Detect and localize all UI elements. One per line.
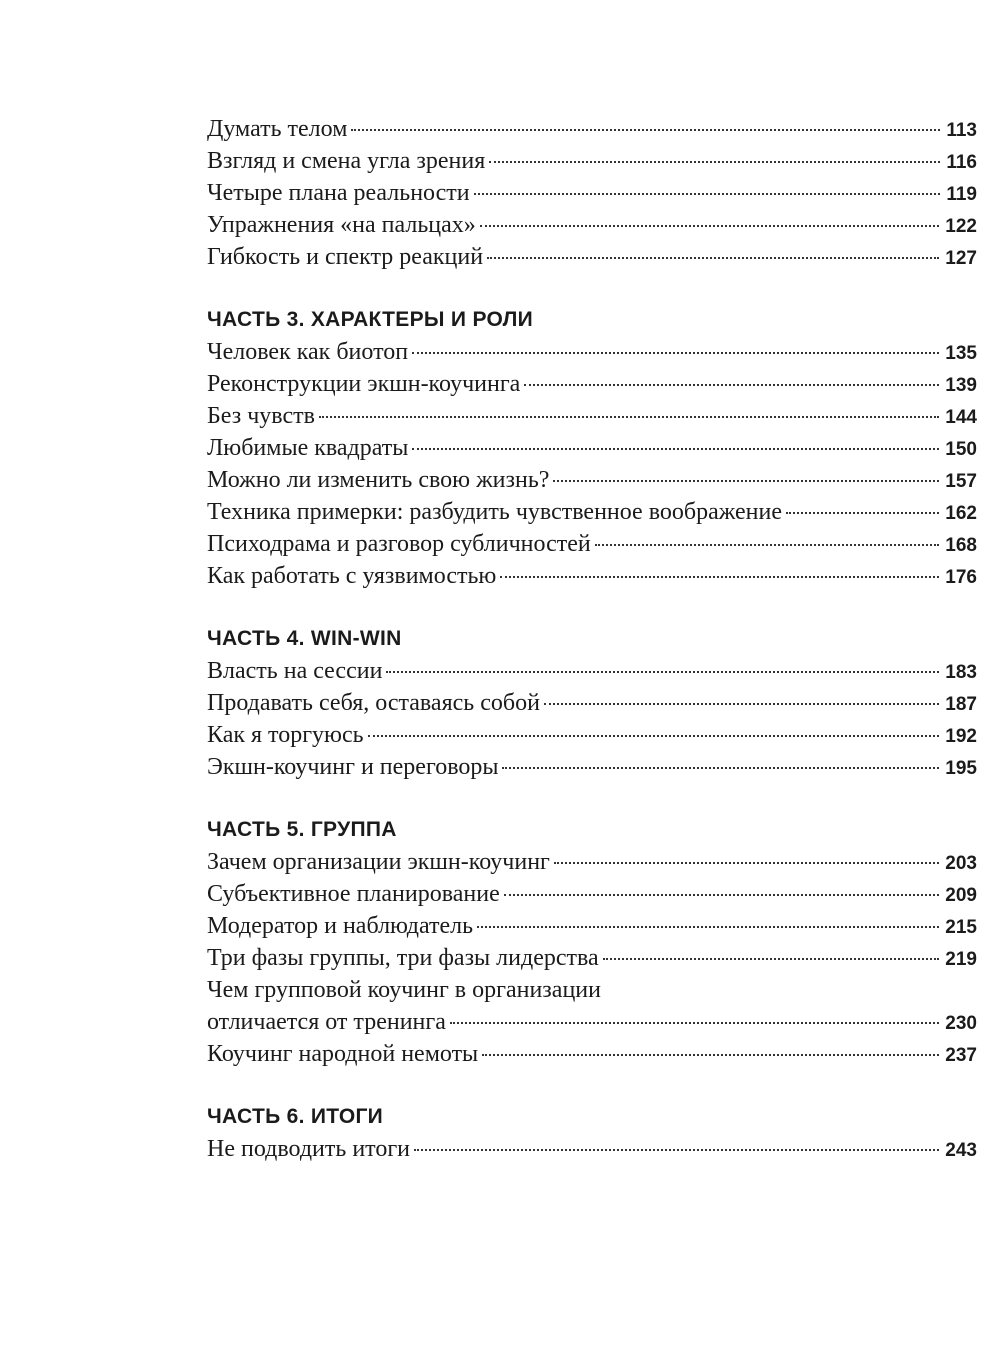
toc-entry (207, 432, 977, 464)
dot-leader (480, 225, 939, 227)
toc-entry-page: 176 (945, 567, 977, 588)
toc-entry-title: Думать телом (207, 116, 348, 142)
toc-entry (207, 177, 977, 209)
toc-entry-title: Коучинг народной немоты (207, 1041, 479, 1067)
toc-entry-page: 113 (946, 120, 977, 141)
toc-entry-title: Три фазы группы, три фазы лидерства (207, 945, 599, 971)
toc-entry-title: Человек как биотоп (207, 339, 409, 365)
dot-leader (414, 1149, 939, 1151)
toc-entry-page: 187 (945, 694, 977, 715)
toc-entry (207, 113, 977, 145)
toc-entry (207, 719, 977, 751)
toc-entry-title: Экшн-коучинг и переговоры (207, 754, 499, 780)
toc-entry-title: Субъективное планирование (207, 881, 500, 907)
dot-leader (368, 735, 940, 737)
toc-entry-title: Взгляд и смена угла зрения (207, 148, 486, 174)
toc-entry-title: Реконструкции экшн-коучинга (207, 371, 521, 397)
dot-leader (412, 448, 939, 450)
toc-entry-page: 150 (945, 439, 977, 460)
toc-entry-page: 135 (945, 343, 977, 364)
toc-entry-page: 237 (945, 1045, 977, 1066)
toc-entry (207, 368, 977, 400)
toc-part-section (207, 1101, 977, 1165)
toc-entry-title: Упражнения «на пальцах» (207, 212, 476, 238)
dot-leader (412, 352, 939, 354)
toc-entry-title: Гибкость и спектр реакций (207, 244, 484, 270)
dot-leader (524, 384, 939, 386)
toc-entry-title: Четыре плана реальности (207, 180, 470, 206)
dot-leader (489, 161, 940, 163)
toc-entry-page: 139 (945, 375, 977, 396)
part-heading: ЧАСТЬ 3. ХАРАКТЕРЫ И РОЛИ (207, 308, 534, 331)
toc-entry-page: 157 (945, 471, 977, 492)
dot-leader (504, 894, 940, 896)
part-heading: ЧАСТЬ 5. ГРУППА (207, 818, 397, 841)
toc-entry (207, 209, 977, 241)
toc-entry-title: Как работать с уязвимостью (207, 563, 497, 589)
toc-entry-title: Продавать себя, оставаясь собой (207, 690, 540, 716)
dot-leader (386, 671, 939, 673)
toc-entry-title: Как я торгуюсь (207, 722, 364, 748)
toc-entry-page: 230 (945, 1013, 977, 1034)
dot-leader (786, 512, 939, 514)
toc-entry-title: Модератор и наблюдатель (207, 913, 474, 939)
dot-leader (553, 480, 939, 482)
toc-entry (207, 528, 977, 560)
dot-leader (482, 1054, 939, 1056)
part-heading: ЧАСТЬ 4. WIN-WIN (207, 627, 402, 650)
dot-leader (351, 129, 940, 131)
toc-entry-page: 243 (945, 1140, 977, 1161)
toc-entry (207, 464, 977, 496)
toc-entry-title: Психодрама и разговор субличностей (207, 531, 591, 557)
dot-leader (500, 576, 939, 578)
toc-entry (207, 496, 977, 528)
toc-part-section (207, 814, 977, 1070)
toc-entry-page: 209 (945, 885, 977, 906)
toc-entry-title: Можно ли изменить свою жизнь? (207, 467, 550, 493)
toc-entry (207, 241, 977, 273)
dot-leader (554, 862, 939, 864)
part-heading: ЧАСТЬ 6. ИТОГИ (207, 1105, 384, 1128)
toc-entry (207, 560, 977, 592)
toc-entry (207, 878, 977, 910)
toc-entry (207, 145, 977, 177)
toc-entry-title: Зачем организации экшн-коучинг (207, 849, 550, 875)
toc-intro-section (207, 113, 977, 273)
dot-leader (319, 416, 939, 418)
toc-entry-page: 144 (945, 407, 977, 428)
toc-part-section (207, 304, 977, 592)
toc-entry (207, 846, 977, 878)
toc-entry-page: 162 (945, 503, 977, 524)
toc-part-section (207, 623, 977, 783)
toc-entry (207, 655, 977, 687)
toc-entry (207, 910, 977, 942)
toc-entry-page: 122 (945, 216, 977, 237)
dot-leader (603, 958, 940, 960)
dot-leader (450, 1022, 939, 1024)
toc-entry-page: 203 (945, 853, 977, 874)
toc-entry (207, 942, 977, 974)
dot-leader (595, 544, 940, 546)
toc-entry (207, 400, 977, 432)
toc-entry-page: 116 (946, 152, 977, 173)
dot-leader (544, 703, 939, 705)
toc-entry-page: 192 (945, 726, 977, 747)
toc-entry-page: 168 (945, 535, 977, 556)
toc-entry-title: Техника примерки: разбудить чувственное воображение (207, 499, 782, 525)
dot-leader (502, 767, 939, 769)
toc-entry (207, 336, 977, 368)
toc-entry-first-line (207, 974, 977, 1006)
toc-entry (207, 751, 977, 783)
dot-leader (477, 926, 939, 928)
toc-entry-page: 127 (945, 248, 977, 269)
toc-entry-title-line1: Чем групповой коучинг в организации (207, 977, 601, 1003)
toc-entry-page: 219 (945, 949, 977, 970)
toc-entry-title: Любимые квадраты (207, 435, 409, 461)
table-of-contents (207, 113, 977, 1165)
toc-entry (207, 1006, 977, 1038)
toc-entry-title: отличается от тренинга (207, 1009, 446, 1035)
dot-leader (487, 257, 939, 259)
dot-leader (474, 193, 941, 195)
toc-entry-title: Власть на сессии (207, 658, 383, 684)
toc-entry (207, 1133, 977, 1165)
toc-entry-title: Без чувств (207, 403, 315, 429)
toc-entry-page: 195 (945, 758, 977, 779)
toc-entry (207, 1038, 977, 1070)
toc-entry-page: 183 (945, 662, 977, 683)
toc-entry-page: 215 (945, 917, 977, 938)
toc-entry-page: 119 (946, 184, 977, 205)
toc-entry (207, 687, 977, 719)
toc-entry-title: Не подводить итоги (207, 1136, 411, 1162)
